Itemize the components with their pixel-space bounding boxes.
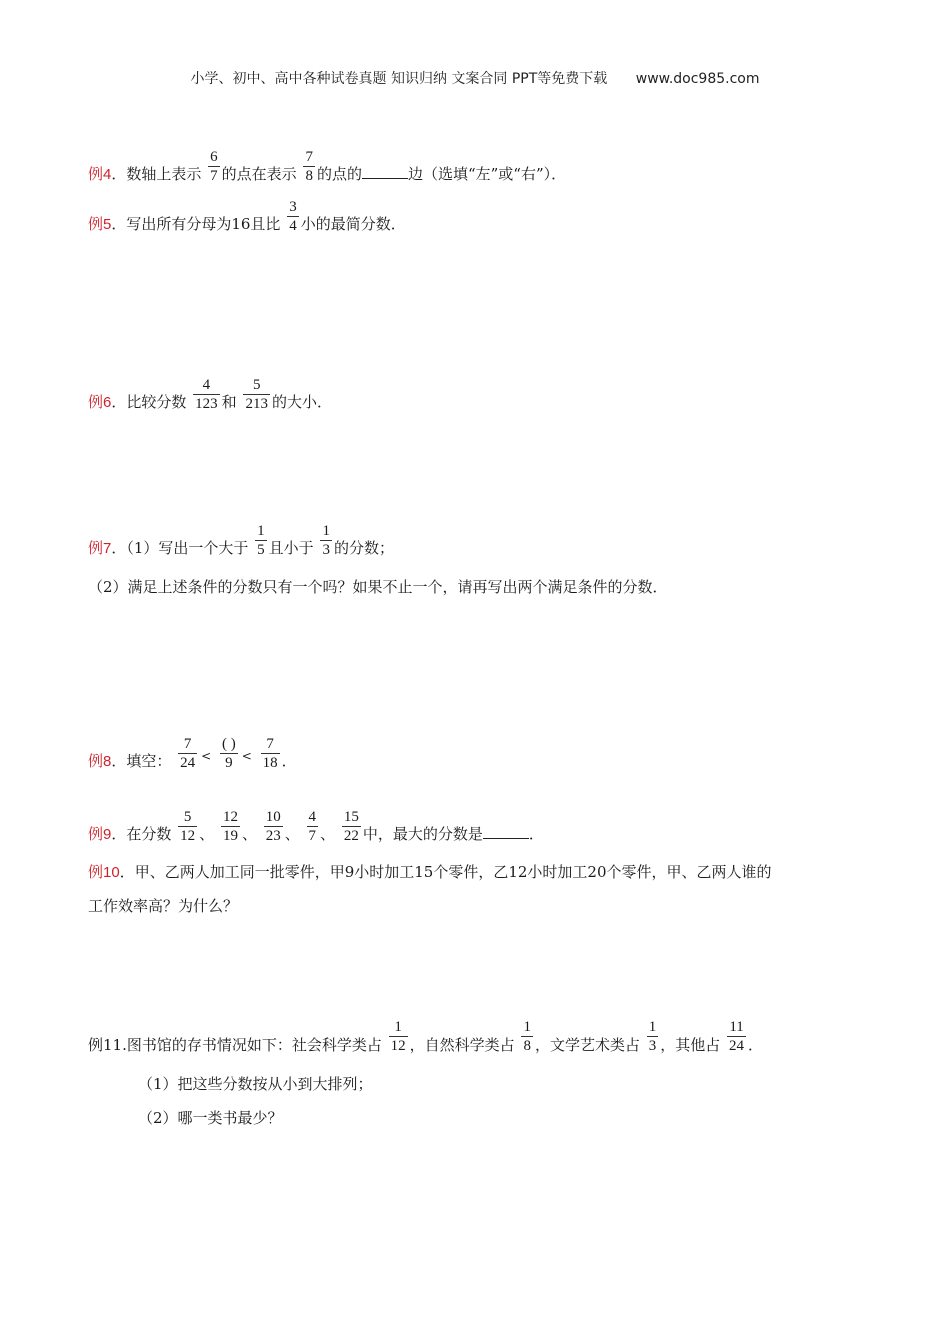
- example-label: 例10: [88, 864, 120, 881]
- answer-blank[interactable]: [362, 164, 408, 179]
- answer-blank[interactable]: [483, 824, 529, 839]
- fraction: $\frac{7}{24}$: [180, 736, 196, 771]
- fraction: $\frac{3}{4}$: [289, 199, 297, 234]
- example-8: 例8．填空： $\frac{7}{24}$ < $\frac{( )}{9}$ < $\frac{7}{18}$ ．: [88, 736, 297, 771]
- fraction: $\frac{11}{24}$: [729, 1019, 745, 1054]
- header-url[interactable]: www.doc985.com: [635, 71, 760, 87]
- page-header: [0, 68, 950, 88]
- example-6: 例6．比较分数 $\frac{4}{123}$ 和 $\frac{5}{213}$ 的大小．: [88, 377, 332, 412]
- example-label: 例8: [88, 753, 112, 770]
- fraction: $\frac{1}{8}$: [523, 1019, 531, 1054]
- example-7-part-2: （2）满足上述条件的分数只有一个吗？如果不止一个，请再写出两个满足条件的分数．: [88, 578, 668, 596]
- fraction: $\frac{1}{12}$: [390, 1019, 406, 1054]
- example-10-line-2: 工作效率高？为什么？: [88, 897, 239, 915]
- fraction: $\frac{4}{7}$: [308, 809, 317, 844]
- example-label: 例4: [88, 166, 112, 183]
- example-9: 例9．在分数 $\frac{5}{12}$ 、 $\frac{12}{19}$ 、 $\frac{10}{23}$ 、 $\frac{4}{7}$ 、 $\frac{15}{22}$ 中，最大的分数是 ．: [88, 809, 544, 844]
- fraction: $\frac{7}{8}$: [305, 149, 313, 184]
- fraction: $\frac{10}{23}$: [265, 809, 281, 844]
- fraction: $\frac{6}{7}$: [210, 149, 218, 184]
- example-10: 例10．甲、乙两人加工同一批零件，甲9小时加工15个零件，乙12小时加工20个零件，甲、乙两人谁的: [88, 863, 772, 881]
- example-label: 例9: [88, 826, 112, 843]
- fraction: $\frac{7}{18}$: [262, 736, 278, 771]
- fraction: $\frac{1}{3}$: [322, 523, 330, 558]
- example-11-question-2: （2）哪一类书最少？: [138, 1109, 283, 1127]
- example-label: 例11: [88, 1036, 123, 1054]
- header-text: 小学、初中、高中各种试卷真题 知识归纳 文案合同 PPT等免费下载: [190, 71, 608, 87]
- example-4: 例4．数轴上表示 $\frac{6}{7}$ 的点在表示 $\frac{7}{8}$ 的点的 边（选填“左”或“右”）．: [88, 149, 567, 184]
- example-label: 例7: [88, 540, 112, 557]
- fraction: $\frac{12}{19}$: [222, 809, 238, 844]
- fraction: $\frac{5}{213}$: [245, 377, 268, 412]
- fraction: $\frac{15}{22}$: [343, 809, 359, 844]
- example-11: 例11.图书馆的存书情况如下：社会科学类占 $\frac{1}{12}$ ，自然科学类占 $\frac{1}{8}$ ，文学艺术类占 $\frac{1}{3}$ ，其他占 $\frac{11}{24}$ ．: [88, 1019, 764, 1054]
- fraction: $\frac{1}{3}$: [648, 1019, 657, 1054]
- example-7: 例7．（1）写出一个大于 $\frac{1}{5}$ 且小于 $\frac{1}{3}$ 的分数；: [88, 523, 394, 558]
- fraction: $\frac{1}{5}$: [257, 523, 265, 558]
- example-label: 例6: [88, 394, 112, 411]
- fraction: $\frac{4}{123}$: [195, 377, 218, 412]
- example-11-question-1: （1）把这些分数按从小到大排列；: [138, 1075, 373, 1093]
- fraction-blank[interactable]: $\frac{( )}{9}$: [221, 736, 236, 771]
- example-label: 例5: [88, 216, 112, 233]
- example-5: 例5．写出所有分母为16且比 $\frac{3}{4}$ 小的最简分数．: [88, 199, 406, 234]
- fraction: $\frac{5}{12}$: [180, 809, 196, 844]
